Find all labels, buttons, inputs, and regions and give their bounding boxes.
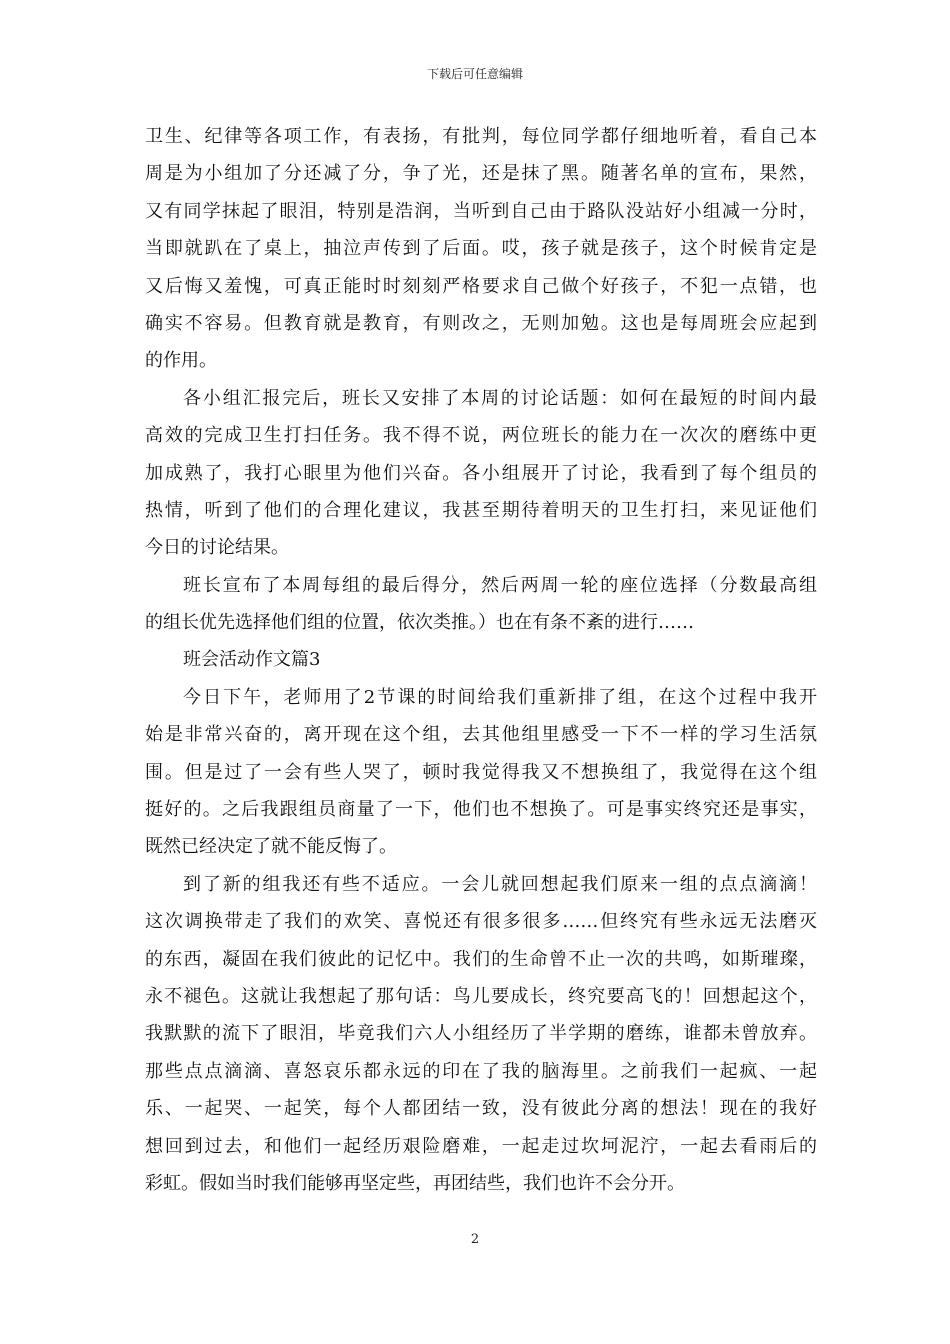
text-line: 想回到过去，和他们一起经历艰险磨难，一起走过坎坷泥泞，一起去看雨后的	[145, 1135, 817, 1157]
paragraph-start-line: 各小组汇报完后，班长又安排了本周的讨论话题：如何在最短的时间内最	[183, 387, 817, 409]
page-header: 下载后可任意编辑	[426, 67, 523, 81]
document-body	[145, 118, 817, 1202]
text-line: 我默默的流下了眼泪，毕竟我们六人小组经历了半学期的磨练，谁都未曾放弃。	[145, 1023, 817, 1045]
text-line: 又后悔又羞愧，可真正能时时刻刻严格要求自己做个好孩子，不犯一点错，也	[145, 275, 817, 297]
text-line: 当即就趴在了桌上，抽泣声传到了后面。哎，孩子就是孩子，这个时候肯定是	[145, 238, 817, 260]
paragraph-start-line: 今日下午，老师用了2节课的时间给我们重新排了组，在这个过程中我开	[183, 686, 817, 708]
text-line: 的组长优先选择他们组的位置，依次类推。）也在有条不紊的进行……	[145, 612, 694, 634]
text-line: 那些点点滴滴、喜怒哀乐都永远的印在了我的脑海里。之前我们一起疯、一起	[145, 1060, 817, 1082]
text-line: 的东西，凝固在我们彼此的记忆中。我们的生命曾不止一次的共鸣，如斯璀璨，	[145, 948, 817, 970]
text-line: 彩虹。假如当时我们能够再坚定些，再团结些，我们也许不会分开。	[145, 1172, 685, 1194]
text-line: 又有同学抹起了眼泪，特别是浩润，当听到自己由于路队没站好小组减一分时，	[145, 200, 817, 222]
text-line: 永不褪色。这就让我想起了那句话：鸟儿要成长，终究要高飞的！回想起这个，	[145, 985, 817, 1007]
text-line: 加成熟了，我打心眼里为他们兴奋。各小组展开了讨论，我看到了每个组员的	[145, 462, 817, 484]
section-heading: 班会活动作文篇3	[183, 649, 321, 671]
text-line: 挺好的。之后我跟组员商量了一下，他们也不想换了。可是事实终究还是事实，	[145, 799, 817, 821]
text-line: 的作用。	[145, 350, 217, 372]
text-line: 卫生、纪律等各项工作，有表扬，有批判，每位同学都仔细地听着，看自己本	[145, 126, 817, 147]
text-line: 周是为小组加了分还减了分，争了光，还是抹了黑。随著名单的宣布，果然，	[145, 163, 817, 185]
text-line: 始是非常兴奋的，离开现在这个组，去其他组里感受一下不一样的学习生活氛	[145, 724, 817, 746]
text-line: 乐、一起哭、一起笑，每个人都团结一致，没有彼此分离的想法！现在的我好	[145, 1098, 817, 1120]
text-line: 既然已经决定了就不能反悔了。	[145, 836, 397, 858]
text-line: 这次调换带走了我们的欢笑、喜悦还有很多很多……但终究有些永远无法磨灭	[145, 911, 817, 933]
text-line: 确实不容易。但教育就是教育，有则改之，无则加勉。这也是每周班会应起到	[145, 312, 817, 334]
text-line: 高效的完成卫生打扫任务。我不得不说，两位班长的能力在一次次的磨练中更	[145, 425, 817, 447]
page-number: 2	[470, 1232, 480, 1247]
paragraph-start-line: 到了新的组我还有些不适应。一会儿就回想起我们原来一组的点点滴滴！	[183, 873, 817, 895]
text-line: 热情，听到了他们的合理化建议，我甚至期待着明天的卫生打扫，来见证他们	[145, 499, 817, 521]
text-line: 今日的讨论结果。	[145, 537, 289, 559]
text-line: 围。但是过了一会有些人哭了，顿时我觉得我又不想换组了，我觉得在这个组	[145, 761, 817, 783]
paragraph-start-line: 班长宣布了本周每组的最后得分，然后两周一轮的座位选择（分数最高组	[183, 574, 817, 596]
